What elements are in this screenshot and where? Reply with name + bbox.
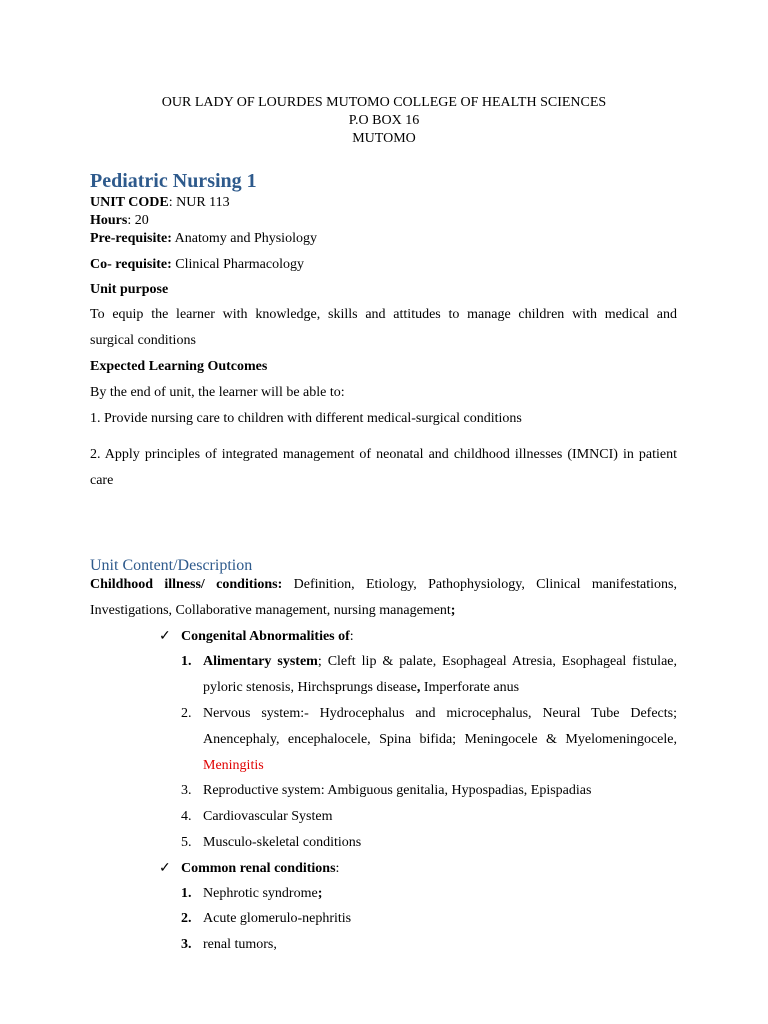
list-item-text: Imperforate anus bbox=[420, 680, 520, 695]
hours-value: : 20 bbox=[127, 213, 149, 228]
corequisite-value: Clinical Pharmacology bbox=[171, 257, 304, 272]
list-item-text: Cardiovascular System bbox=[203, 809, 333, 824]
list-number: 2. bbox=[181, 911, 192, 926]
hours-line bbox=[90, 213, 149, 229]
outcomes-intro: By the end of unit, the learner will be able to: bbox=[90, 385, 345, 400]
congenital-heading bbox=[159, 628, 354, 645]
congenital-label: Congenital Abnormalities of bbox=[181, 629, 350, 644]
congenital-suffix: : bbox=[349, 629, 354, 644]
unit-purpose-heading: Unit purpose bbox=[90, 282, 169, 297]
list-number: 1. bbox=[181, 886, 192, 901]
corequisite-line bbox=[90, 257, 304, 273]
unit-purpose-text-line1: To equip the learner with knowledge, skills and attitudes to manage children with medical and bbox=[90, 307, 677, 322]
list-number: 4. bbox=[181, 809, 192, 824]
college-town: MUTOMO bbox=[352, 131, 416, 146]
outcome-item-1: 1. Provide nursing care to children with different medical-surgical conditions bbox=[90, 411, 522, 426]
list-item-text: pyloric stenosis, Hirchsprungs disease bbox=[203, 680, 417, 695]
content-intro-bold: Childhood illness/ conditions: bbox=[90, 577, 283, 592]
prerequisite-value: Anatomy and Physiology bbox=[171, 231, 317, 246]
content-intro-line1 bbox=[90, 577, 677, 593]
list-number: 2. bbox=[181, 706, 192, 721]
unit-code-value: : NUR 113 bbox=[168, 195, 230, 210]
prerequisite-label: Pre-requisite: bbox=[90, 231, 172, 246]
checkmark-icon: ✓ bbox=[159, 629, 171, 644]
content-intro-line2-end: ; bbox=[450, 603, 456, 618]
content-intro-line2-text: Investigations, Collaborative management, nursing management bbox=[90, 603, 451, 618]
renal-label: Common renal conditions bbox=[181, 861, 336, 876]
list-item-text: ; Cleft lip & palate, Esophageal Atresia, Esophageal fistulae, bbox=[317, 654, 677, 669]
list-item-line2 bbox=[203, 680, 677, 696]
outcome-item-2-line2: care bbox=[90, 473, 114, 488]
checkmark-icon: ✓ bbox=[159, 861, 171, 876]
content-intro-line2 bbox=[90, 603, 455, 619]
list-number: 3. bbox=[181, 937, 192, 952]
list-item-line1: Nervous system:- Hydrocephalus and microcephalus, Neural Tube Defects; bbox=[203, 706, 677, 721]
outcomes-heading: Expected Learning Outcomes bbox=[90, 359, 268, 374]
unit-code-line bbox=[90, 195, 230, 211]
list-item-bold: , bbox=[416, 680, 421, 695]
hours-label: Hours bbox=[90, 213, 128, 228]
list-item-text: Musculo-skeletal conditions bbox=[203, 835, 362, 850]
list-item-line3: Meningitis bbox=[203, 758, 264, 773]
list-item-line bbox=[203, 886, 677, 902]
unit-purpose-text-line2: surgical conditions bbox=[90, 333, 196, 348]
content-intro-rest: Definition, Etiology, Pathophysiology, Clinical manifestations, bbox=[282, 577, 677, 592]
renal-suffix: : bbox=[335, 861, 340, 876]
list-number: 1. bbox=[181, 654, 192, 669]
list-item-bold: ; bbox=[317, 886, 323, 901]
prerequisite-line bbox=[90, 231, 317, 247]
list-number: 5. bbox=[181, 835, 192, 850]
list-item-text: Nephrotic syndrome bbox=[203, 886, 318, 901]
unit-content-heading: Unit Content/Description bbox=[90, 557, 253, 574]
list-number: 3. bbox=[181, 783, 192, 798]
list-item-text: Acute glomerulo-nephritis bbox=[203, 911, 352, 926]
renal-heading bbox=[159, 860, 339, 877]
college-address: P.O BOX 16 bbox=[348, 113, 420, 128]
outcome-item-2-line1: 2. Apply principles of integrated management of neonatal and childhood illnesses (IMNCI) in patient bbox=[90, 447, 677, 462]
college-name: OUR LADY OF LOURDES MUTOMO COLLEGE OF HEALTH SCIENCES bbox=[161, 95, 607, 110]
list-item-line1 bbox=[203, 654, 677, 670]
unit-code-label: UNIT CODE bbox=[90, 195, 169, 210]
list-item-bold: Alimentary system bbox=[203, 654, 318, 669]
course-title: Pediatric Nursing 1 bbox=[90, 170, 257, 192]
list-item-line2: Anencephaly, encephalocele, Spina bifida; Meningocele & Myelomeningocele, bbox=[203, 732, 677, 747]
list-item-text: Reproductive system: Ambiguous genitalia, Hypospadias, Epispadias bbox=[203, 783, 592, 798]
list-item-text: renal tumors, bbox=[203, 937, 277, 952]
corequisite-label: Co- requisite: bbox=[90, 257, 172, 272]
college-header bbox=[0, 94, 768, 148]
